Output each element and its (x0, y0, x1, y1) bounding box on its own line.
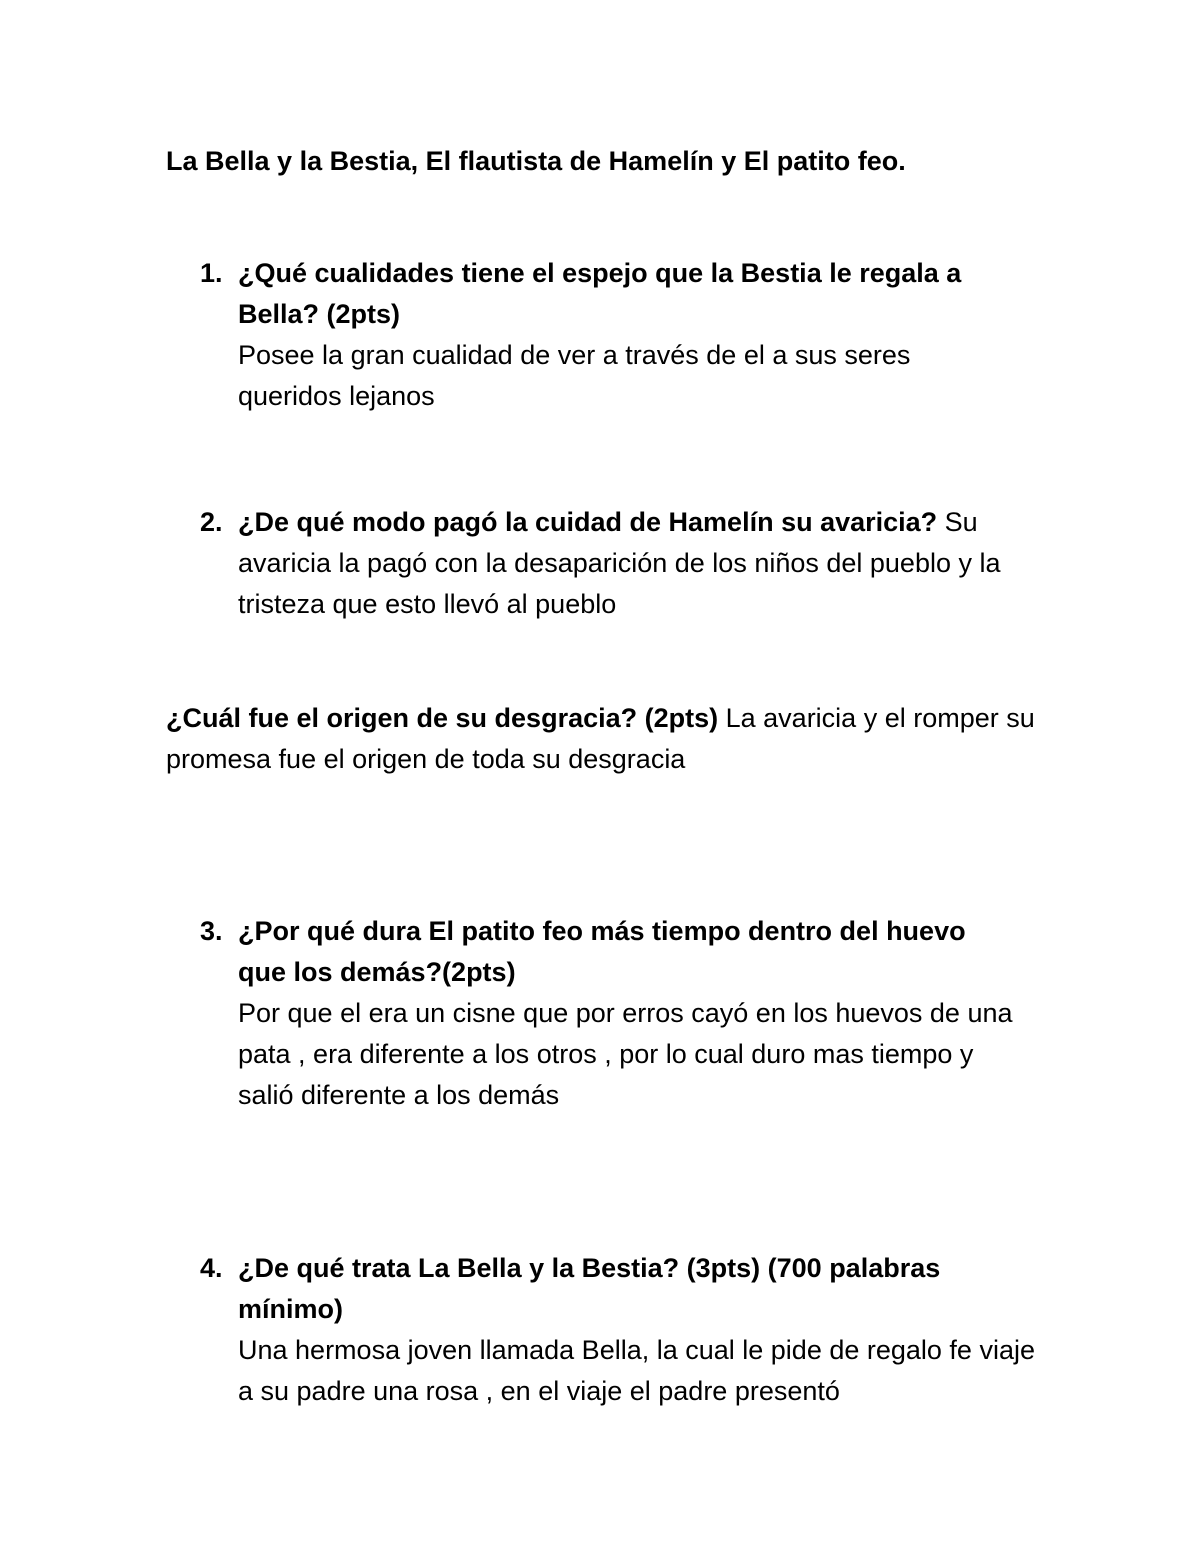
question-text: ¿De qué modo pagó la cuidad de Hamelín su avaricia? (238, 507, 938, 537)
question-number: 4. (200, 1253, 223, 1283)
answer-text: Una hermosa joven llamada Bella, la cual le pide de regalo fe viaje a su padre una rosa , en el viaje el padre presentó (238, 1335, 1035, 1406)
answer-text: La avaricia y el romper su promesa fue el origen de toda su desgracia (166, 703, 1035, 774)
question-text: ¿Qué cualidades tiene el espejo que la Bestia le regala a Bella? (2pts) (238, 258, 962, 329)
question-item-4 (200, 1248, 1038, 1412)
question-text: ¿De qué trata La Bella y la Bestia? (3pts) (700 palabras mínimo) (238, 1253, 941, 1324)
answer-text: Por que el era un cisne que por erros cayó en los huevos de una pata , era diferente a los otros , por lo cual duro mas tiempo y salió diferente a los demás (238, 998, 1013, 1110)
subquestion-item (166, 698, 1036, 780)
question-item-1 (200, 253, 1038, 417)
answer-text: Su avaricia la pagó con la desaparición de los niños del pueblo y la tristeza que esto llevó al pueblo (238, 507, 1001, 619)
question-number: 3. (200, 916, 223, 946)
answer-text: Posee la gran cualidad de ver a través de el a sus seres queridos lejanos (238, 340, 911, 411)
question-number: 1. (200, 258, 223, 288)
document-title: La Bella y la Bestia, El flautista de Hamelín y El patito feo. (166, 146, 906, 176)
question-number: 2. (200, 507, 223, 537)
question-item-2 (200, 502, 1038, 625)
question-item-3 (200, 911, 1038, 1116)
question-text: ¿Cuál fue el origen de su desgracia? (2pts) (166, 703, 719, 733)
question-text: ¿Por qué dura El patito feo más tiempo dentro del huevo que los demás?(2pts) (238, 916, 966, 987)
